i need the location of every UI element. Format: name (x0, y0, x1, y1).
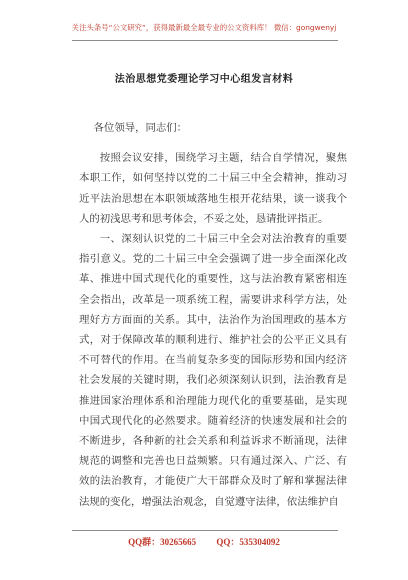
document-title: 法治思想党委理论学习中心组发言材料 (114, 74, 294, 85)
paragraph-section-one: 一、深刻认识党的二十届三中全会对法治教育的重要指引意义。党的二十届三中全会强调了进一步全面深化改革、推进中国式现代化的重要性，这与法治教育紧密相连全会指出，改革是一项系统工程，需要讲求科学方法，处理好方方面面的关系。其中，法治作为治国理政的基本方式，对于保障改革的顺利进行、维护社会的公平正义具有不可替代的作用。在当前复杂多变的国际形势和国内经济社会发展的关键时期，我们必须深刻认识到，法治教育是推进国家治理体系和治理能力现代化的重要基础，是实现中国式现代化的必然要求。随着经济的快速发展和社会的不断进步，各种新的社会关系和利益诉求不断涌现，法律规范的调整和完善也日益频繁。只有通过深入、广泛、有效的法治教育，才能使广大干部群众及时了解和掌握法律法规的变化，增强法治观念，自觉遵守法律，依法维护自 (79, 233, 347, 508)
footer-qq: QQ：535304092 (216, 537, 280, 547)
footer-qq-group: QQ群：30265665 (128, 537, 197, 547)
footer-divider (72, 530, 338, 531)
salutation: 各位领导，同志们： (93, 122, 188, 134)
paragraph-intro: 按照会议安排，围绕学习主题，结合自学情况，聚焦本职工作，如何坚持以党的二十届三中全会精神，推动习近平法治思想在本职领域落地生根开花结果，谈一谈我个人的初浅思考和思考体会，不妥之处，恳请批评指正。 (79, 152, 347, 225)
header-banner: 关注头条号“公文研究”，获得最新最全最专业的公文资料库！ 微信：gongwenyj (71, 23, 337, 32)
footer-contacts (0, 535, 408, 548)
header-divider (72, 40, 338, 41)
document-body (79, 118, 347, 512)
